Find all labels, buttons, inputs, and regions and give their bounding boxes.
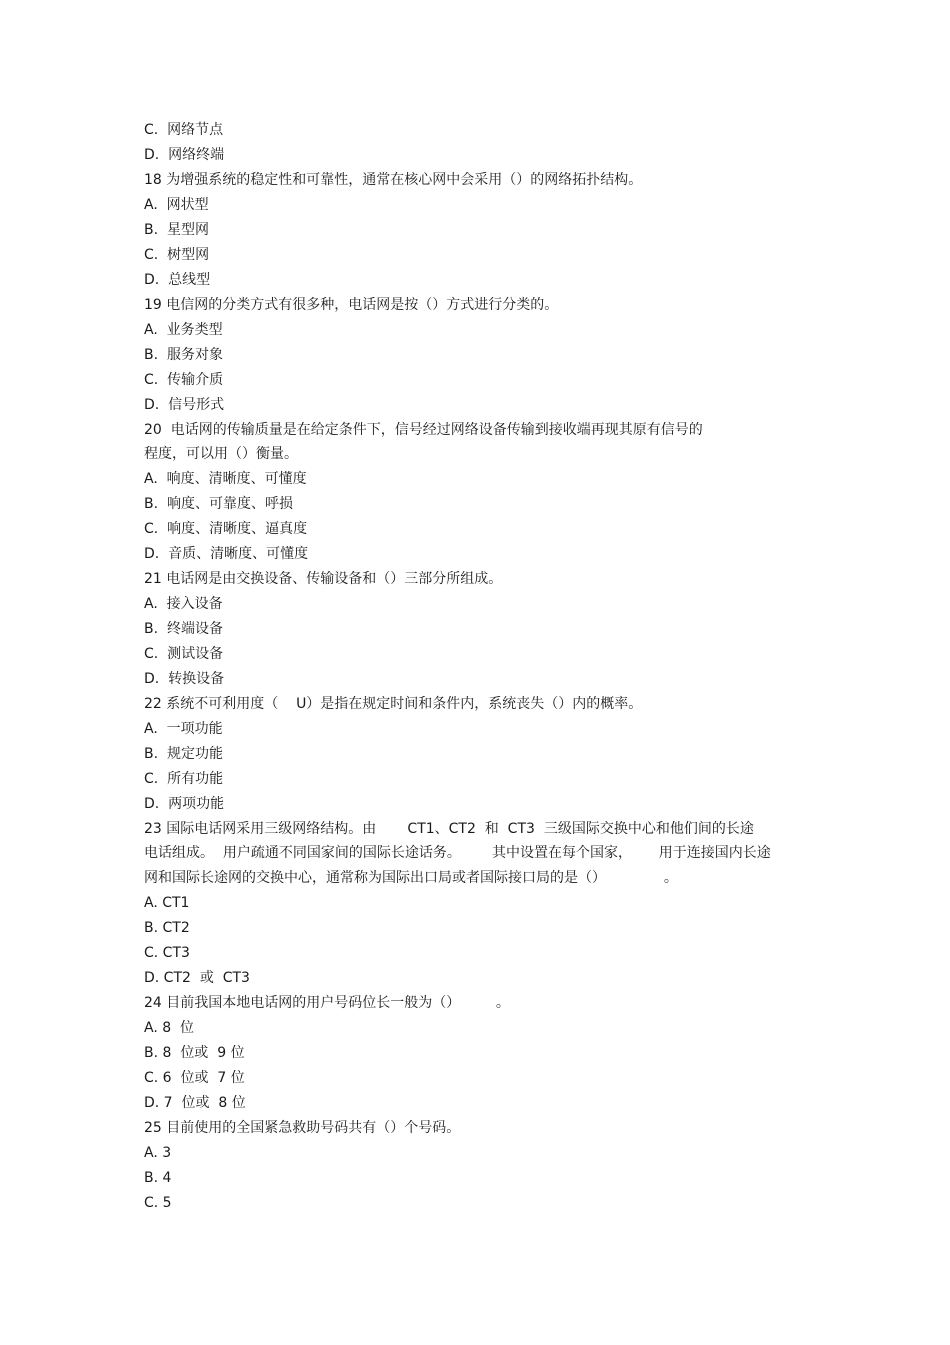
line-34: D. CT2 或 CT3 xyxy=(144,970,250,986)
line-29: 电话组成。 用户疏通不同国家间的国际长途话务。 其中设置在每个国家， 用于连接国内长途 xyxy=(144,845,771,861)
line-9: B. 服务对象 xyxy=(144,347,223,363)
line-32: B. CT2 xyxy=(144,920,190,936)
line-43: C. 5 xyxy=(144,1195,172,1211)
line-6: D. 总线型 xyxy=(144,272,211,288)
line-37: B. 8 位或 9 位 xyxy=(144,1045,245,1061)
line-12: 20 电话网的传输质量是在给定条件下，信号经过网络设备传输到接收端再现其原有信号的 xyxy=(144,422,703,438)
line-23: 22 系统不可利用度（ U）是指在规定时间和条件内，系统丧失（）内的概率。 xyxy=(144,696,643,712)
line-26: C. 所有功能 xyxy=(144,771,224,787)
line-27: D. 两项功能 xyxy=(144,796,225,812)
line-24: A. 一项功能 xyxy=(144,721,223,737)
line-25: B. 规定功能 xyxy=(144,746,223,762)
line-30: 网和国际长途网的交换中心，通常称为国际出口局或者国际接口局的是（） 。 xyxy=(144,870,678,886)
line-15: B. 响度、可靠度、呼损 xyxy=(144,496,293,512)
line-35: 24 目前我国本地电话网的用户号码位长一般为（） 。 xyxy=(144,995,510,1011)
line-22: D. 转换设备 xyxy=(144,671,225,687)
line-38: C. 6 位或 7 位 xyxy=(144,1070,245,1086)
line-7: 19 电信网的分类方式有很多种，电话网是按（）方式进行分类的。 xyxy=(144,297,559,313)
line-41: A. 3 xyxy=(144,1145,172,1161)
line-31: A. CT1 xyxy=(144,895,190,911)
line-18: 21 电话网是由交换设备、传输设备和（）三部分所组成。 xyxy=(144,571,503,587)
line-0: C. 网络节点 xyxy=(144,122,224,138)
line-36: A. 8 位 xyxy=(144,1020,195,1036)
line-39: D. 7 位或 8 位 xyxy=(144,1095,246,1111)
line-19: A. 接入设备 xyxy=(144,596,223,612)
line-4: B. 星型网 xyxy=(144,222,209,238)
line-16: C. 响度、清晰度、逼真度 xyxy=(144,521,308,537)
line-14: A. 响度、清晰度、可懂度 xyxy=(144,471,307,487)
line-10: C. 传输介质 xyxy=(144,372,224,388)
line-21: C. 测试设备 xyxy=(144,646,224,662)
line-28: 23 国际电话网采用三级网络结构。由 CT1、CT2 和 CT3 三级国际交换中心和他们间的长途 xyxy=(144,821,754,837)
line-1: D. 网络终端 xyxy=(144,147,225,163)
line-13: 程度，可以用（）衡量。 xyxy=(144,446,298,462)
line-33: C. CT3 xyxy=(144,945,190,961)
line-20: B. 终端设备 xyxy=(144,621,223,637)
line-40: 25 目前使用的全国紧急救助号码共有（）个号码。 xyxy=(144,1120,461,1136)
line-2: 18 为增强系统的稳定性和可靠性，通常在核心网中会采用（）的网络拓扑结构。 xyxy=(144,172,643,188)
line-5: C. 树型网 xyxy=(144,247,210,263)
line-8: A. 业务类型 xyxy=(144,322,223,338)
line-11: D. 信号形式 xyxy=(144,397,225,413)
line-3: A. 网状型 xyxy=(144,197,209,213)
line-17: D. 音质、清晰度、可懂度 xyxy=(144,546,309,562)
line-42: B. 4 xyxy=(144,1170,172,1186)
